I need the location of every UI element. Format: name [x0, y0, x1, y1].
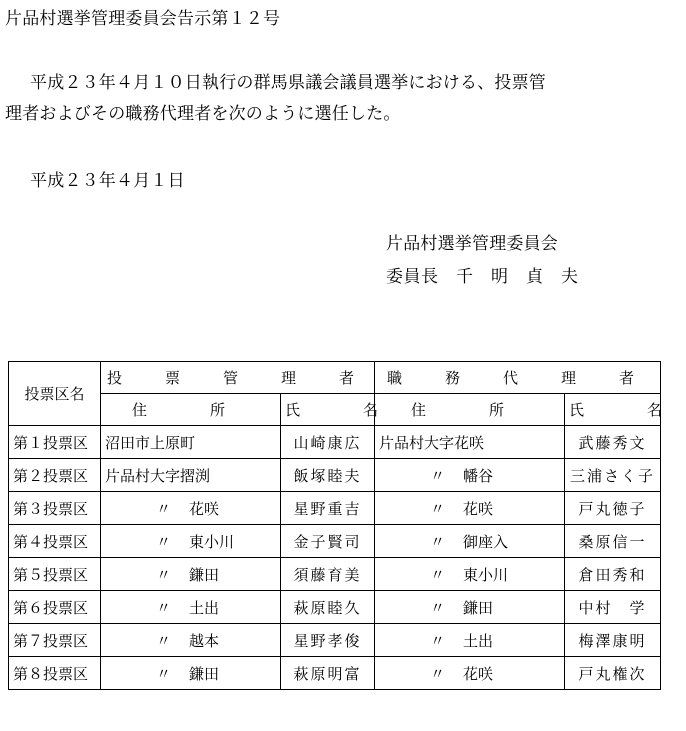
ditto-mark: 〃 [430, 532, 446, 551]
manager-address-cell [101, 591, 281, 624]
district-name: 第６投票区 [13, 598, 89, 617]
manager-address: 沼田市上原町 [105, 433, 196, 452]
manager-name: 須藤育美 [293, 565, 362, 584]
table-row [9, 492, 661, 525]
district-name: 第４投票区 [13, 532, 89, 551]
table-row [9, 525, 661, 558]
manager-address-cell [101, 657, 281, 690]
ditto-mark: 〃 [430, 499, 446, 518]
district-name: 第７投票区 [13, 631, 89, 650]
issuer-signature: 委員長 千 明 貞 夫 [386, 267, 579, 287]
manager-address-cell [101, 624, 281, 657]
deputy-address: 御座入 [463, 532, 509, 551]
manager-address: 土出 [189, 598, 220, 617]
district-cell [9, 591, 101, 624]
manager-name-cell [281, 459, 375, 492]
manager-address: 越本 [189, 631, 220, 650]
manager-address-cell [101, 558, 281, 591]
manager-name-cell [281, 525, 375, 558]
manager-address-cell [101, 459, 281, 492]
district-cell [9, 624, 101, 657]
deputy-name-cell [565, 591, 661, 624]
deputy-name: 武藤秀文 [578, 433, 647, 452]
district-cell [9, 558, 101, 591]
deputy-address-cell [375, 426, 565, 459]
district-cell [9, 525, 101, 558]
deputy-name: 戸丸権次 [578, 664, 647, 683]
deputy-address: 東小川 [463, 565, 509, 584]
ditto-mark: 〃 [155, 565, 171, 584]
header-polling-manager: 投 票 管 理 者 [101, 362, 375, 394]
manager-name: 山崎康広 [293, 433, 362, 452]
deputy-address: 花咲 [463, 664, 494, 683]
manager-name: 飯塚睦夫 [293, 466, 362, 485]
header-manager-name: 氏 名 [281, 394, 375, 426]
deputy-address: 鎌田 [463, 598, 494, 617]
district-cell [9, 657, 101, 690]
notice-body-line-1: 平成２３年４月１０日執行の群馬県議会議員選挙における、投票管 [30, 73, 546, 93]
deputy-address-cell [375, 624, 565, 657]
manager-name-cell [281, 624, 375, 657]
ditto-mark: 〃 [430, 631, 446, 650]
manager-address-cell [101, 426, 281, 459]
deputy-name: 倉田秀和 [578, 565, 647, 584]
header-district: 投票区名 [9, 362, 101, 426]
deputy-name-cell [565, 492, 661, 525]
deputy-name: 梅澤康明 [578, 631, 647, 650]
deputy-name-cell [565, 657, 661, 690]
ditto-mark: 〃 [155, 631, 171, 650]
ditto-mark: 〃 [155, 598, 171, 617]
deputy-address-cell [375, 657, 565, 690]
manager-address: 鎌田 [189, 565, 220, 584]
manager-address-cell [101, 492, 281, 525]
district-cell [9, 426, 101, 459]
header-deputy-address: 住 所 [375, 394, 565, 426]
manager-name-cell [281, 492, 375, 525]
deputy-name: 戸丸徳子 [578, 499, 647, 518]
district-name: 第８投票区 [13, 664, 89, 683]
manager-name: 星野重吉 [293, 499, 362, 518]
deputy-name-cell [565, 624, 661, 657]
manager-name-cell [281, 657, 375, 690]
district-name: 第１投票区 [13, 433, 89, 452]
deputy-name: 桑原信一 [578, 532, 647, 551]
table-row [9, 657, 661, 690]
district-name: 第５投票区 [13, 565, 89, 584]
manager-address: 鎌田 [189, 664, 220, 683]
ditto-mark: 〃 [155, 499, 171, 518]
manager-name: 星野孝俊 [293, 631, 362, 650]
table-row [9, 624, 661, 657]
ditto-mark: 〃 [430, 565, 446, 584]
deputy-name-cell [565, 459, 661, 492]
deputy-address-cell [375, 492, 565, 525]
manager-name-cell [281, 558, 375, 591]
table-row [9, 459, 661, 492]
manager-name: 金子賢司 [293, 532, 362, 551]
manager-name-cell [281, 591, 375, 624]
ditto-mark: 〃 [155, 532, 171, 551]
district-name: 第２投票区 [13, 466, 89, 485]
appointment-table [8, 361, 686, 690]
table-row [9, 558, 661, 591]
deputy-name: 中村 学 [578, 598, 647, 617]
deputy-address-cell [375, 525, 565, 558]
deputy-name-cell [565, 426, 661, 459]
district-cell [9, 459, 101, 492]
manager-address: 花咲 [189, 499, 220, 518]
deputy-address-cell [375, 459, 565, 492]
deputy-address: 土出 [463, 631, 494, 650]
manager-name: 萩原明富 [293, 664, 362, 683]
manager-address: 東小川 [189, 532, 235, 551]
deputy-address: 花咲 [463, 499, 494, 518]
notice-title: 片品村選挙管理委員会告示第１２号 [5, 9, 281, 29]
manager-name-cell [281, 426, 375, 459]
manager-address: 片品村大字摺渕 [105, 466, 211, 485]
deputy-address-cell [375, 558, 565, 591]
header-deputy-manager: 職 務 代 理 者 [375, 362, 661, 394]
deputy-name-cell [565, 558, 661, 591]
deputy-name-cell [565, 525, 661, 558]
ditto-mark: 〃 [430, 598, 446, 617]
district-cell [9, 492, 101, 525]
table-row [9, 426, 661, 459]
ditto-mark: 〃 [430, 466, 446, 485]
deputy-address-cell [375, 591, 565, 624]
ditto-mark: 〃 [430, 664, 446, 683]
deputy-address: 幡谷 [463, 466, 494, 485]
district-name: 第３投票区 [13, 499, 89, 518]
table-row [9, 591, 661, 624]
deputy-address: 片品村大字花咲 [379, 433, 485, 452]
ditto-mark: 〃 [155, 664, 171, 683]
manager-name: 萩原睦久 [293, 598, 362, 617]
notice-body-line-2: 理者およびその職務代理者を次のように選任した。 [5, 104, 401, 124]
header-deputy-name: 氏 名 [565, 394, 661, 426]
deputy-name: 三浦さく子 [570, 466, 656, 485]
appointment-table-body [9, 426, 661, 690]
manager-address-cell [101, 525, 281, 558]
notice-date: 平成２３年４月１日 [30, 171, 185, 191]
issuer-organization: 片品村選挙管理委員会 [386, 234, 558, 254]
header-manager-address: 住 所 [101, 394, 281, 426]
